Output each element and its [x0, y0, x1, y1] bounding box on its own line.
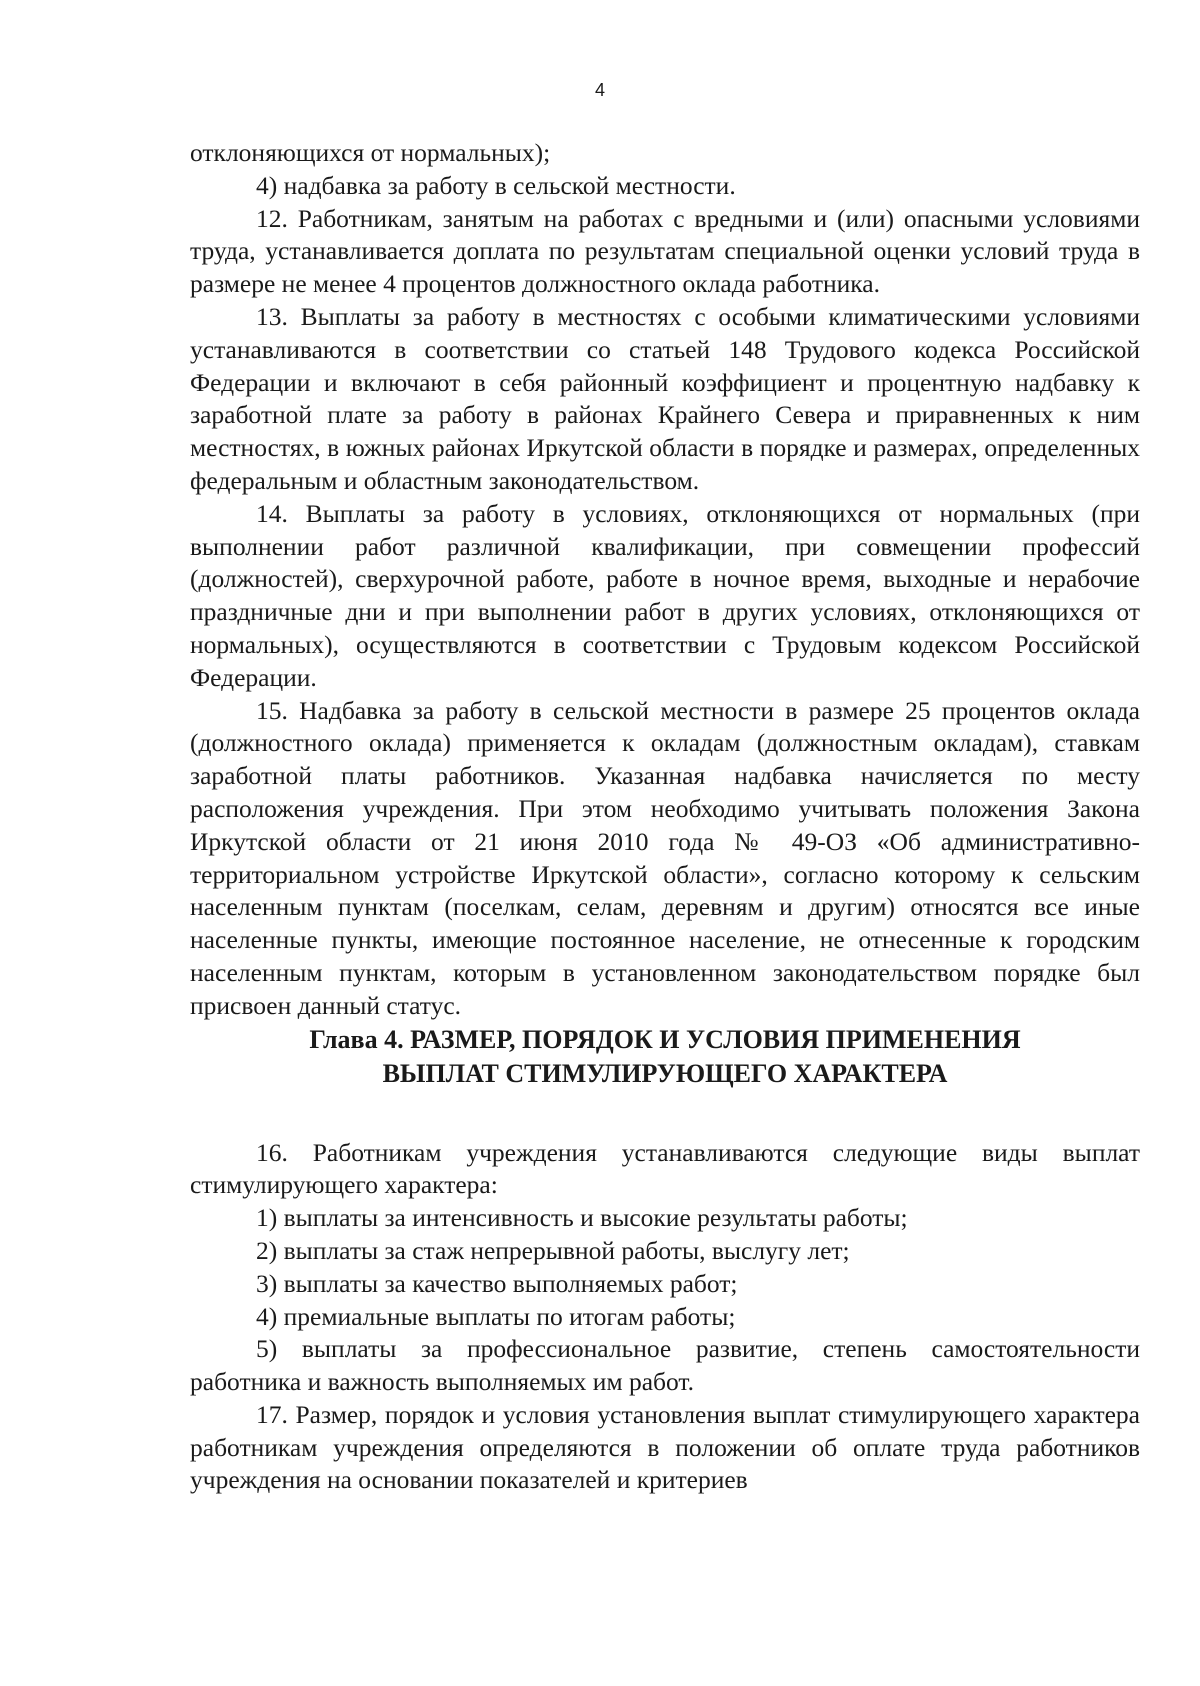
- list-item-4: 4) премиальные выплаты по итогам работы;: [256, 1301, 736, 1331]
- chapter-heading-line-2: ВЫПЛАТ СТИМУЛИРУЮЩЕГО ХАРАКТЕРА: [382, 1058, 948, 1088]
- clause-17: 17. Размер, порядок и условия установления выплат стимулирующего характера работникам учреждения определяются в положении об оплате труда работников учреждения на основании показателей и критериев: [190, 1399, 1140, 1495]
- page-number: 4: [594, 80, 605, 100]
- clause-15: 15. Надбавка за работу в сельской местности в размере 25 процентов оклада (должностного оклада) применяется к окладам (должностным окладам), ставкам заработной платы работников. Указанная надбавка начисляется по месту расположения учреждения. При этом необходимо учитывать положения Закона Иркутской области от 21 июня 2010 года № 49-ОЗ «Об административно-территориальном устройстве Иркутской области», согласно которому к сельским населенным пунктам (поселкам, селам, деревням и другим) относятся все иные населенные пункты, имеющие постоянное население, не отнесенные к городским населенным пунктам, которым в установленном законодательством порядке был присвоен данный статус.: [190, 695, 1140, 1020]
- list-item-rural-bonus: 4) надбавка за работу в сельской местности.: [256, 170, 736, 200]
- clause-16: 16. Работникам учреждения устанавливаются следующие виды выплат стимулирующего характера:: [190, 1137, 1140, 1200]
- chapter-heading-line-1: Глава 4. РАЗМЕР, ПОРЯДОК И УСЛОВИЯ ПРИМЕНЕНИЯ: [309, 1024, 1021, 1054]
- list-item-3: 3) выплаты за качество выполняемых работ;: [256, 1268, 738, 1298]
- list-item-5: 5) выплаты за профессиональное развитие, степень самостоятельности работника и важность выполняемых им работ.: [190, 1334, 1140, 1397]
- clause-14: 14. Выплаты за работу в условиях, отклоняющихся от нормальных (при выполнении работ различной квалификации, при совмещении профессий (должностей), сверхурочной работе, работе в ночное время, выходные и нерабочие праздничные дни и при выполнении работ в других условиях, отклоняющихся от нормальных), осуществляются в соответствии с Трудовым кодексом Российской Федерации.: [190, 498, 1140, 692]
- paragraph-continuation: отклоняющихся от нормальных);: [190, 138, 551, 167]
- heading-spacer: [190, 1091, 1140, 1137]
- chapter-4-heading: [190, 1023, 1140, 1091]
- clause-13: 13. Выплаты за работу в местностях с особыми климатическими условиями устанавливаются в соответствии со статьей 148 Трудового кодекса Российской Федерации и включают в себя районный коэффициент и процентную надбавку к заработной плате за работу в районах Крайнего Севера и приравненных к ним местностях, в южных районах Иркутской области в порядке и размерах, определенных федеральным и областным законодательством.: [190, 301, 1140, 495]
- clause-12: 12. Работникам, занятым на работах с вредными и (или) опасными условиями труда, устанавливается доплата по результатам специальной оценки условий труда в размере не менее 4 процентов должностного оклада работника.: [190, 203, 1140, 299]
- document-body: [190, 137, 1140, 1497]
- list-item-2: 2) выплаты за стаж непрерывной работы, выслугу лет;: [256, 1235, 850, 1265]
- list-item-1: 1) выплаты за интенсивность и высокие результаты работы;: [256, 1203, 908, 1233]
